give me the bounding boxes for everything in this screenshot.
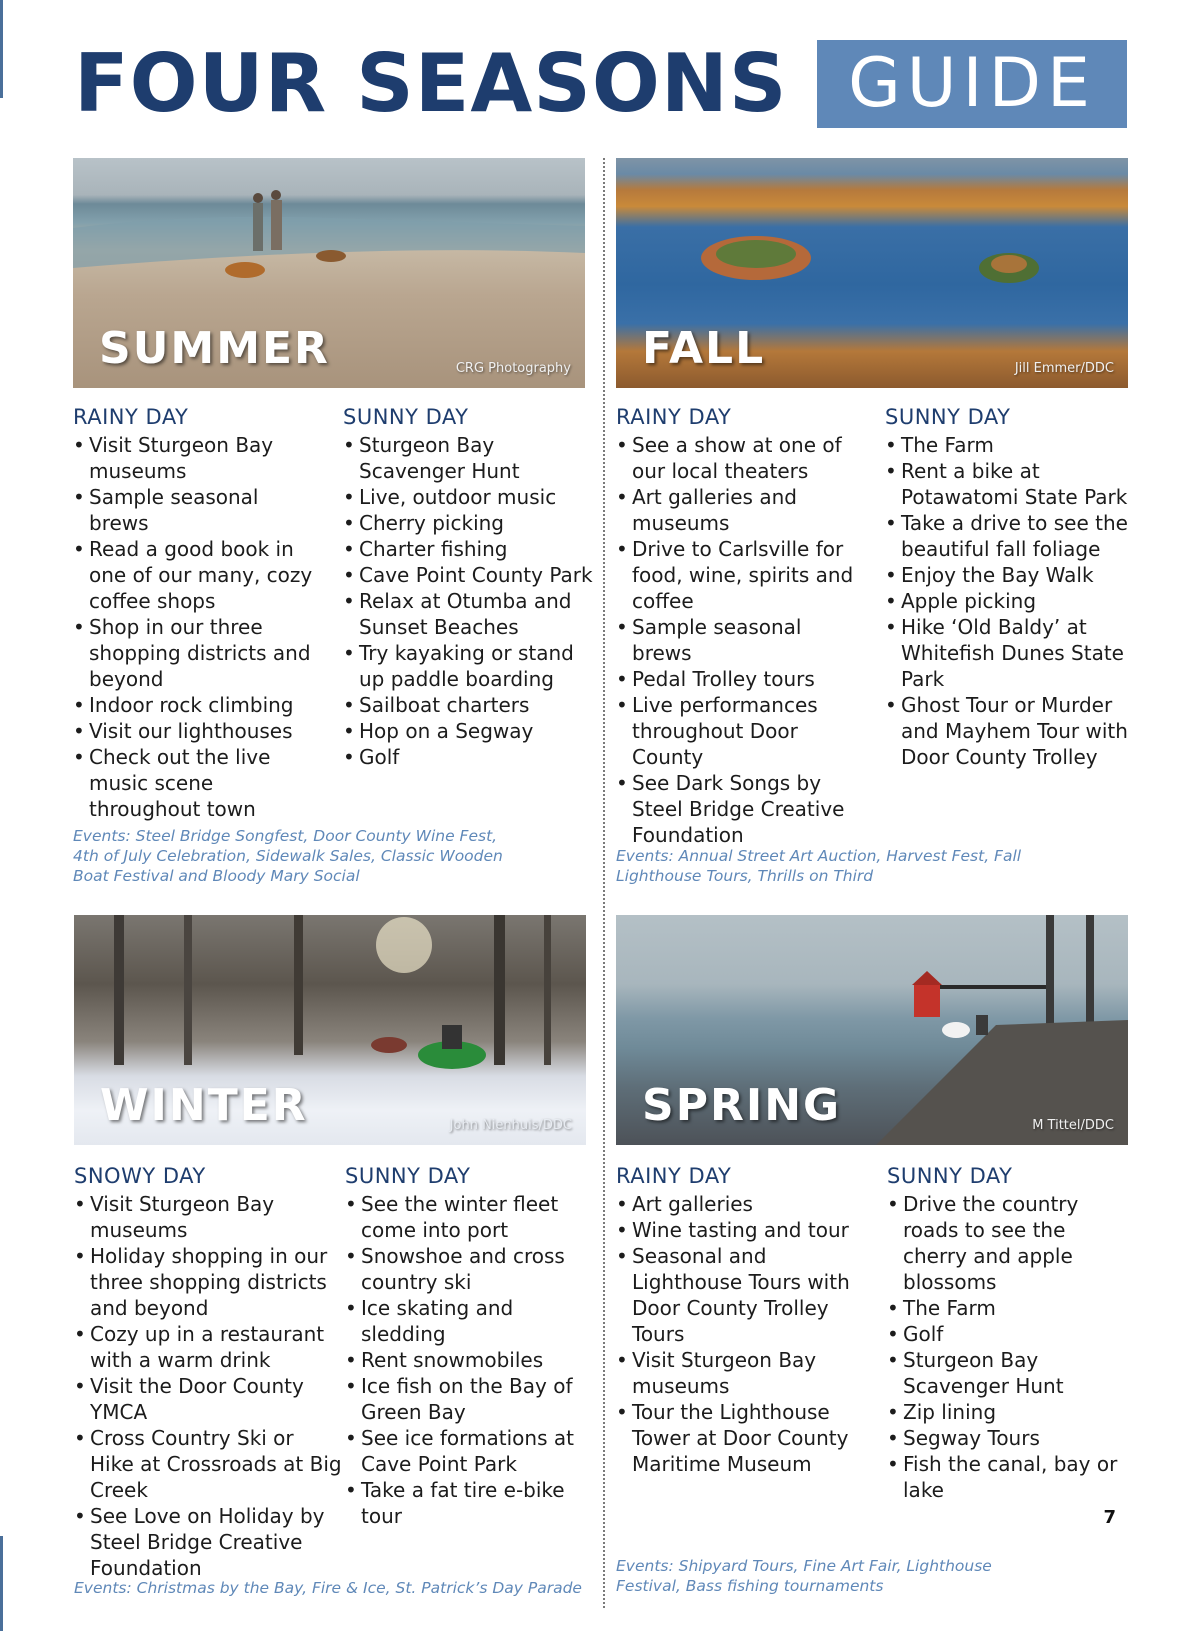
list-item: • Read a good book in one of our many, cozy coffee shops — [73, 536, 321, 614]
list-item: • Golf — [343, 744, 599, 770]
list-item: • Sturgeon Bay Scavenger Hunt — [343, 432, 599, 484]
list-item: • Drive to Carlsville for food, wine, spirits and coffee — [616, 536, 866, 614]
spring-photo — [616, 915, 1128, 1145]
list-item: • Hike ‘Old Baldy’ at Whitefish Dunes State Park — [885, 614, 1129, 692]
spring-events: Events: Shipyard Tours, Fine Art Fair, Lighthouse Festival, Bass fishing tournaments — [616, 1557, 992, 1595]
list-item: • Apple picking — [885, 588, 1129, 614]
list-item: • Visit Sturgeon Bay museums — [74, 1191, 342, 1243]
page-number: 7 — [1103, 1507, 1116, 1528]
list-item: • Sturgeon Bay Scavenger Hunt — [887, 1347, 1133, 1399]
list-item: • See Love on Holiday by Steel Bridge Creative Foundation — [74, 1503, 342, 1581]
list-item: • Visit our lighthouses — [73, 718, 321, 744]
column-divider — [603, 158, 605, 1608]
page-title: FOUR SEASONS — [74, 37, 788, 130]
list-item: • Holiday shopping in our three shopping districts and beyond — [74, 1243, 342, 1321]
spring-rainy-list — [616, 1191, 868, 1477]
fall-sunny-list — [885, 432, 1129, 770]
list-item: • Cherry picking — [343, 510, 599, 536]
list-item: • Check out the live music scene throughout town — [73, 744, 321, 822]
winter-snowy-heading: SNOWY DAY — [74, 1164, 206, 1188]
fall-photo — [616, 158, 1128, 388]
list-item: • Visit Sturgeon Bay museums — [73, 432, 321, 484]
list-item: • Wine tasting and tour — [616, 1217, 868, 1243]
list-item: • Ice fish on the Bay of Green Bay — [345, 1373, 599, 1425]
spring-sunny-heading: SUNNY DAY — [887, 1164, 1013, 1188]
title-guide-label: GUIDE — [848, 44, 1096, 123]
list-item: • See the winter fleet come into port — [345, 1191, 599, 1243]
winter-photo — [74, 915, 586, 1145]
winter-events: Events: Christmas by the Bay, Fire & Ice, St. Patrick’s Day Parade — [74, 1579, 582, 1597]
list-item: • Try kayaking or stand up paddle boarding — [343, 640, 599, 692]
list-item: • Cozy up in a restaurant with a warm drink — [74, 1321, 342, 1373]
winter-snowy-list — [74, 1191, 342, 1581]
summer-rainy-heading: RAINY DAY — [73, 405, 189, 429]
summer-sunny-list — [343, 432, 599, 770]
list-item: • Take a fat tire e-bike tour — [345, 1477, 599, 1529]
list-item: • Indoor rock climbing — [73, 692, 321, 718]
list-item: • Sample seasonal brews — [73, 484, 321, 536]
list-item: • Charter fishing — [343, 536, 599, 562]
list-item: • Live, outdoor music — [343, 484, 599, 510]
page-edge-mark-top — [0, 0, 3, 98]
summer-rainy-list — [73, 432, 321, 822]
fall-rainy-list — [616, 432, 866, 848]
fall-rainy-heading: RAINY DAY — [616, 405, 732, 429]
winter-season-label: WINTER — [100, 1080, 308, 1131]
spring-sunny-list — [887, 1191, 1133, 1503]
list-item: • Take a drive to see the beautiful fall foliage — [885, 510, 1129, 562]
list-item: • Sailboat charters — [343, 692, 599, 718]
title-guide-box — [817, 40, 1127, 128]
winter-sunny-heading: SUNNY DAY — [345, 1164, 471, 1188]
list-item: • Cave Point County Park — [343, 562, 599, 588]
list-item: • Rent a bike at Potawatomi State Park — [885, 458, 1129, 510]
summer-sunny-heading: SUNNY DAY — [343, 405, 469, 429]
spring-photo-credit: M Tittel/DDC — [1032, 1118, 1114, 1133]
list-item: • Seasonal and Lighthouse Tours with Door County Trolley Tours — [616, 1243, 868, 1347]
list-item: • Relax at Otumba and Sunset Beaches — [343, 588, 599, 640]
fall-events: Events: Annual Street Art Auction, Harvest Fest, Fall Lighthouse Tours, Thrills on Third — [616, 847, 1022, 885]
list-item: • See ice formations at Cave Point Park — [345, 1425, 599, 1477]
list-item: • Shop in our three shopping districts and beyond — [73, 614, 321, 692]
list-item: • Snowshoe and cross country ski — [345, 1243, 599, 1295]
list-item: • The Farm — [887, 1295, 1133, 1321]
list-item: • See Dark Songs by Steel Bridge Creative Foundation — [616, 770, 866, 848]
winter-photo-credit: John Nienhuis/DDC — [449, 1118, 572, 1133]
list-item: • See a show at one of our local theaters — [616, 432, 866, 484]
list-item: • Rent snowmobiles — [345, 1347, 599, 1373]
list-item: • Pedal Trolley tours — [616, 666, 866, 692]
list-item: • Live performances throughout Door County — [616, 692, 866, 770]
list-item: • Ghost Tour or Murder and Mayhem Tour with Door County Trolley — [885, 692, 1129, 770]
spring-season-label: SPRING — [642, 1080, 842, 1131]
list-item: • Visit the Door County YMCA — [74, 1373, 342, 1425]
list-item: • Visit Sturgeon Bay museums — [616, 1347, 868, 1399]
list-item: • Segway Tours — [887, 1425, 1133, 1451]
list-item: • Cross Country Ski or Hike at Crossroads at Big Creek — [74, 1425, 342, 1503]
fall-sunny-heading: SUNNY DAY — [885, 405, 1011, 429]
fall-season-label: FALL — [642, 323, 766, 374]
spring-rainy-heading: RAINY DAY — [616, 1164, 732, 1188]
list-item: • Fish the canal, bay or lake — [887, 1451, 1133, 1503]
list-item: • Sample seasonal brews — [616, 614, 866, 666]
list-item: • The Farm — [885, 432, 1129, 458]
list-item: • Tour the Lighthouse Tower at Door County Maritime Museum — [616, 1399, 868, 1477]
summer-events: Events: Steel Bridge Songfest, Door County Wine Fest, 4th of July Celebration, Sidewalk Sales, Classic Wooden Boat Festival and Bloody Mary Social — [73, 827, 503, 885]
fall-photo-credit: Jill Emmer/DDC — [1014, 361, 1114, 376]
winter-sunny-list — [345, 1191, 599, 1529]
summer-photo — [73, 158, 585, 388]
list-item: • Ice skating and sledding — [345, 1295, 599, 1347]
summer-season-label: SUMMER — [99, 323, 330, 374]
list-item: • Hop on a Segway — [343, 718, 599, 744]
list-item: • Enjoy the Bay Walk — [885, 562, 1129, 588]
list-item: • Art galleries — [616, 1191, 868, 1217]
summer-photo-credit: CRG Photography — [455, 361, 571, 376]
list-item: • Drive the country roads to see the cherry and apple blossoms — [887, 1191, 1133, 1295]
page-edge-mark-bottom — [0, 1536, 3, 1631]
list-item: • Golf — [887, 1321, 1133, 1347]
list-item: • Zip lining — [887, 1399, 1133, 1425]
list-item: • Art galleries and museums — [616, 484, 866, 536]
